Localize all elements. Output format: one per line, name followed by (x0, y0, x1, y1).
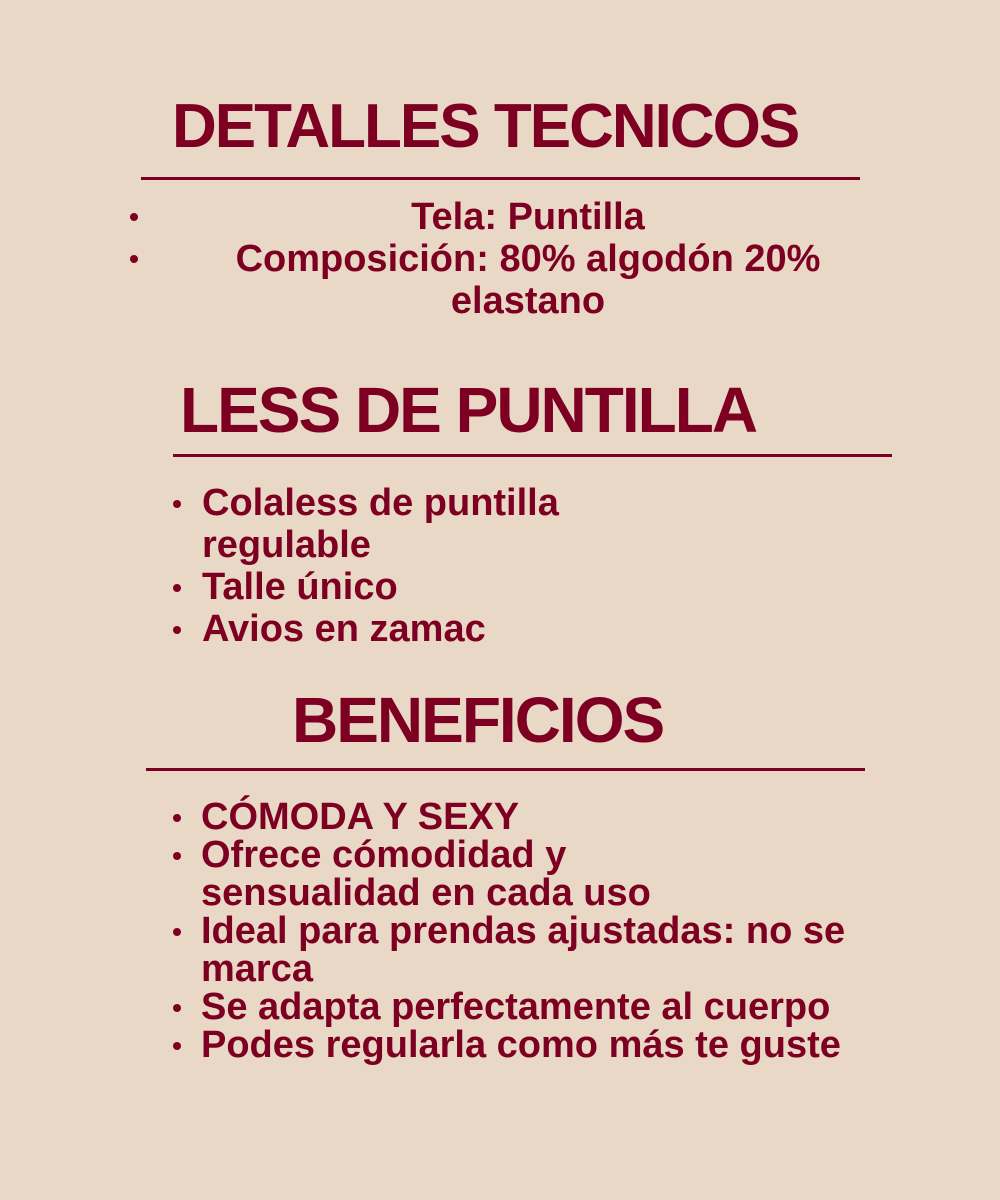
bullet-icon (130, 255, 138, 263)
bullet-icon (130, 213, 138, 221)
list-item-text: Avios en zamac (202, 608, 486, 650)
divider-line (173, 454, 892, 457)
bullet-icon (173, 1042, 181, 1050)
divider-line (146, 768, 865, 771)
list-item (120, 196, 888, 238)
list-item-text: Podes regularla como más te guste (201, 1024, 841, 1066)
list-item (170, 798, 890, 836)
list-item-text: Composición: 80% algodón 20% elastano (235, 238, 821, 322)
bullet-icon (173, 814, 181, 822)
list-item (170, 836, 761, 912)
list-item-text: Ofrece cómodidad y sensualidad en cada uso (201, 834, 651, 914)
section-title-less-de-puntilla: LESS DE PUNTILLA (180, 374, 757, 446)
less-de-puntilla-list (170, 482, 890, 650)
bullet-icon (173, 852, 181, 860)
bullet-icon (173, 928, 181, 936)
list-item-text: Se adapta perfectamente al cuerpo (201, 986, 831, 1028)
beneficios-list (170, 798, 890, 1064)
section-title-beneficios: BENEFICIOS (292, 684, 664, 756)
bullet-icon (173, 626, 181, 634)
bullet-icon (173, 584, 181, 592)
list-item (170, 482, 662, 566)
list-item-text: Talle único (202, 566, 398, 608)
list-item (170, 608, 890, 650)
bullet-icon (173, 500, 181, 508)
divider-line (141, 177, 860, 180)
list-item (170, 912, 881, 988)
list-item (120, 238, 888, 322)
section-title-detalles-tecnicos: DETALLES TECNICOS (172, 92, 799, 161)
list-item-text: CÓMODA Y SEXY (201, 796, 520, 838)
list-item-text: Tela: Puntilla (411, 196, 645, 238)
list-item-text: Ideal para prendas ajustadas: no se marca (201, 910, 846, 990)
list-item (170, 988, 861, 1026)
list-item (170, 566, 890, 608)
bullet-icon (173, 1004, 181, 1012)
detalles-tecnicos-list (120, 196, 910, 322)
list-item (170, 1026, 881, 1064)
list-item-text: Colaless de puntilla regulable (202, 482, 559, 566)
